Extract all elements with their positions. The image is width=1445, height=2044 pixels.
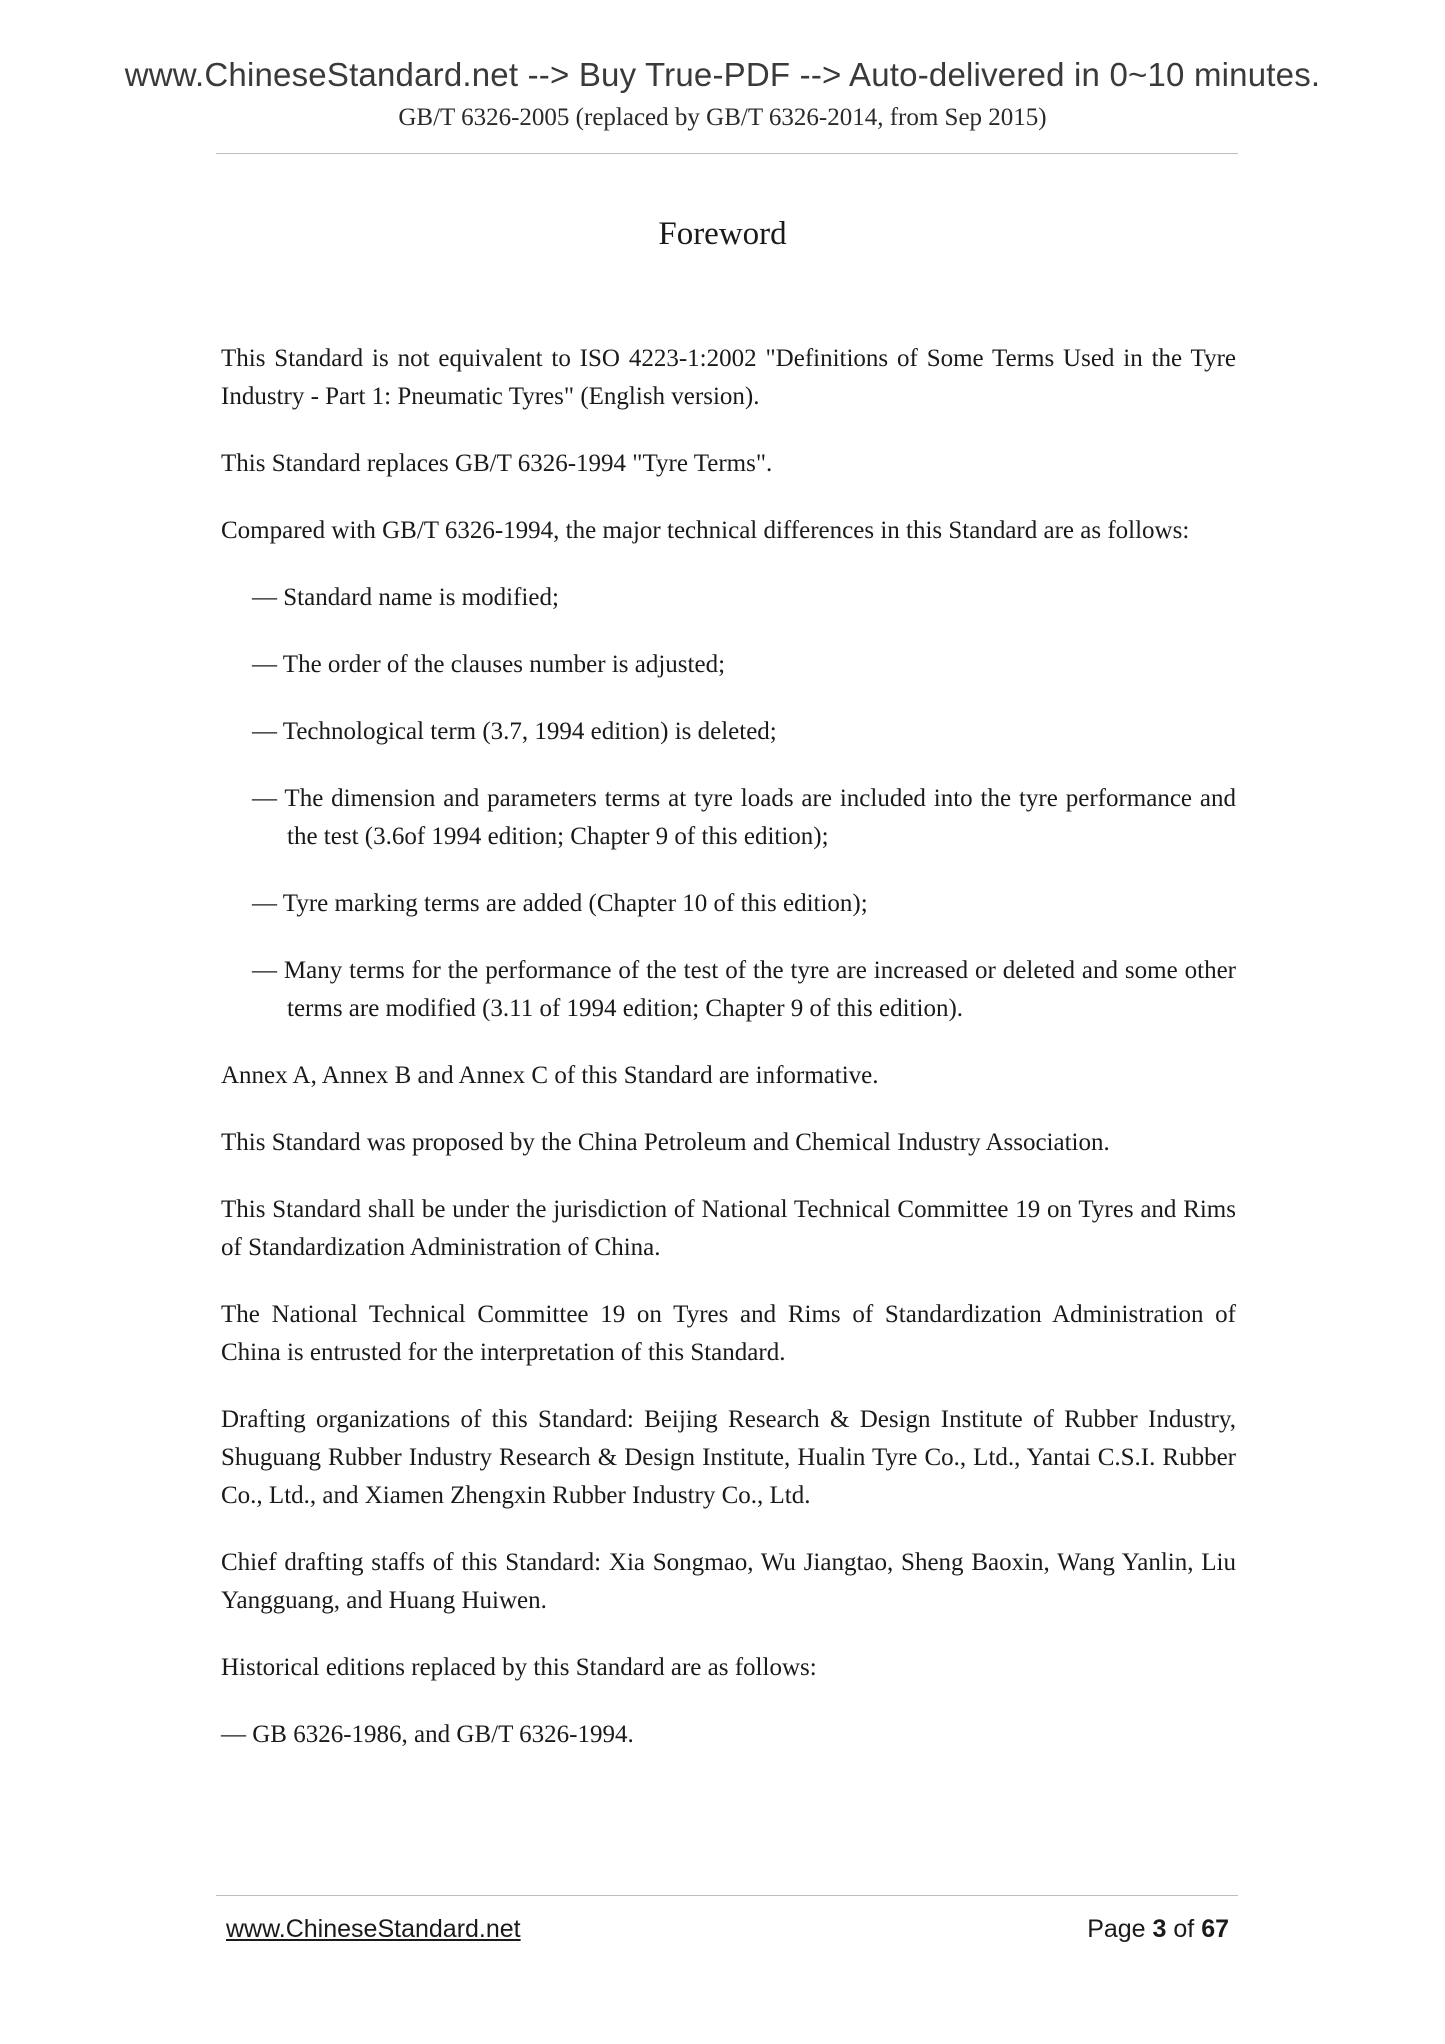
paragraph-drafting-organizations: Drafting organizations of this Standard: Beijing Research & Design Institute of Rubber Industry, Shuguang Rubber Industry Research & Design Institute, Hualin Tyre Co., Ltd., Yantai C.S.I. Rubber Co., Ltd., and Xiamen Zhengxin Rubber Industry Co., Ltd. — [221, 1406, 1236, 1509]
list-item: — Tyre marking terms are added (Chapter 10 of this edition); — [252, 890, 868, 917]
page-prefix: Page — [1087, 1915, 1153, 1943]
page-of: of — [1166, 1915, 1202, 1943]
paragraph-historical: Historical editions replaced by this Standard are as follows: — [221, 1654, 817, 1681]
paragraph-annex: Annex A, Annex B and Annex C of this Standard are informative. — [221, 1062, 879, 1089]
list-item: — Standard name is modified; — [252, 584, 559, 611]
paragraph-proposed: This Standard was proposed by the China Petroleum and Chemical Industry Association. — [221, 1129, 1110, 1156]
page-number — [1087, 1915, 1229, 1944]
list-item: — The dimension and parameters terms at tyre loads are included into the tyre performance and the test (3.6of 1994 edition; Chapter 9 of this edition); — [252, 785, 1236, 850]
historical-editions-item: — GB 6326-1986, and GB/T 6326-1994. — [221, 1721, 634, 1748]
paragraph-interpretation: The National Technical Committee 19 on Tyres and Rims of Standardization Administration of China is entrusted for the interpretation of this Standard. — [221, 1301, 1236, 1366]
list-item: — Technological term (3.7, 1994 edition) is deleted; — [252, 718, 777, 745]
page-total: 67 — [1201, 1915, 1229, 1943]
page-current: 3 — [1152, 1915, 1167, 1943]
paragraph-jurisdiction: This Standard shall be under the jurisdiction of National Technical Committee 19 on Tyres and Rims of Standardization Administration of China. — [221, 1196, 1236, 1261]
footer-divider — [216, 1895, 1238, 1896]
header-banner[interactable]: www.ChineseStandard.net --> Buy True-PDF --> Auto-delivered in 0~10 minutes. — [124, 56, 1321, 93]
paragraph-equivalence: This Standard is not equivalent to ISO 4223-1:2002 "Definitions of Some Terms Used in the Tyre Industry - Part 1: Pneumatic Tyres" (English version). — [221, 345, 1236, 410]
list-item: — The order of the clauses number is adjusted; — [252, 651, 726, 678]
paragraph-drafting-staff: Chief drafting staffs of this Standard: Xia Songmao, Wu Jiangtao, Sheng Baoxin, Wang Yanlin, Liu Yangguang, and Huang Huiwen. — [221, 1549, 1236, 1614]
list-item: — Many terms for the performance of the test of the tyre are increased or deleted and some other terms are modified (3.11 of 1994 edition; Chapter 9 of this edition). — [252, 957, 1236, 1022]
header-divider — [216, 153, 1238, 154]
paragraph-differences-intro: Compared with GB/T 6326-1994, the major technical differences in this Standard are as follows: — [221, 517, 1190, 544]
page-title: Foreword — [658, 216, 787, 252]
document-subtitle: GB/T 6326-2005 (replaced by GB/T 6326-2014, from Sep 2015) — [398, 104, 1047, 131]
footer-website-link[interactable]: www.ChineseStandard.net — [226, 1915, 521, 1943]
document-body — [221, 340, 1236, 1783]
paragraph-replaces: This Standard replaces GB/T 6326-1994 "Tyre Terms". — [221, 450, 773, 477]
